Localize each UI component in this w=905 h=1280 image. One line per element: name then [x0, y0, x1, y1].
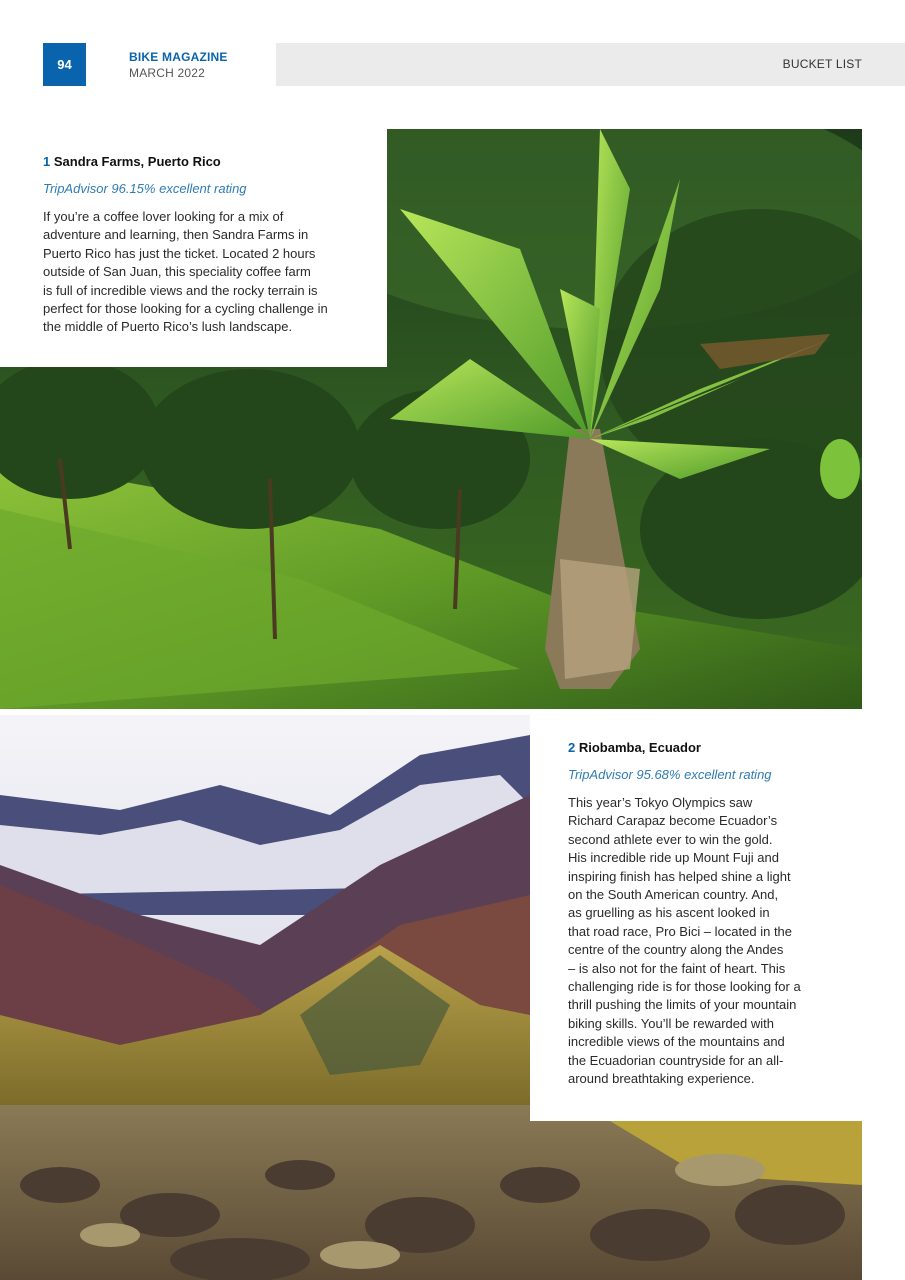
body-line: on the South American country. And, [568, 887, 779, 903]
section-label: BUCKET LIST [782, 57, 862, 71]
body-line: centre of the country along the Andes [568, 942, 784, 958]
page-number: 94 [43, 43, 86, 86]
body-line: incredible views of the mountains and [568, 1034, 785, 1050]
body-line: inspiring finish has helped shine a light [568, 868, 791, 884]
entry-2-title: Riobamba, Ecuador [578, 740, 701, 755]
magazine-masthead [129, 49, 228, 81]
body-line: Richard Carapaz become Ecuador’s [568, 813, 778, 829]
body-line: biking skills. You’ll be rewarded with [568, 1015, 774, 1031]
entry-1-text-panel [0, 129, 387, 367]
body-line: is full of incredible views and the rocky terrain is [43, 282, 318, 298]
section-bar [276, 43, 905, 86]
body-line: adventure and learning, then Sandra Farms in [43, 227, 309, 243]
body-line: His incredible ride up Mount Fuji and [568, 850, 779, 866]
body-line: that road race, Pro Bici – located in the [568, 923, 793, 939]
magazine-name: BIKE MAGAZINE [129, 50, 228, 64]
body-line: the middle of Puerto Rico’s lush landscape. [43, 319, 293, 335]
body-line: challenging ride is for those looking for a [568, 979, 801, 995]
body-line: – is also not for the faint of heart. This [568, 960, 786, 976]
body-line: thrill pushing the limits of your mountain [568, 997, 797, 1013]
entry-2-text-panel [530, 715, 905, 1121]
entry-2-number: 2 [568, 740, 576, 755]
body-line: around breathtaking experience. [568, 1071, 755, 1087]
entry-2-body [568, 794, 898, 1089]
entry-1-rating: TripAdvisor 96.15% excellent rating [43, 181, 247, 196]
entry-1-number: 1 [43, 154, 51, 169]
entry-2-heading [568, 740, 898, 755]
body-line: This year’s Tokyo Olympics saw [568, 795, 753, 810]
entry-2-rating: TripAdvisor 95.68% excellent rating [568, 767, 772, 782]
body-line: Puerto Rico has just the ticket. Located 2 hours [43, 245, 316, 261]
body-line: outside of San Juan, this speciality coffee farm [43, 264, 311, 280]
entry-1-heading [43, 154, 373, 169]
body-line: as gruelling as his ascent looked in [568, 905, 770, 921]
entry-1-title: Sandra Farms, Puerto Rico [53, 154, 221, 169]
body-line: perfect for those looking for a cycling challenge in [43, 301, 328, 317]
body-line: second athlete ever to win the gold. [568, 831, 773, 847]
body-line: the Ecuadorian countryside for an all- [568, 1052, 784, 1068]
entry-1-body [43, 208, 373, 337]
issue-date: MARCH 2022 [129, 66, 206, 80]
body-line: If you’re a coffee lover looking for a mix of [43, 209, 284, 224]
